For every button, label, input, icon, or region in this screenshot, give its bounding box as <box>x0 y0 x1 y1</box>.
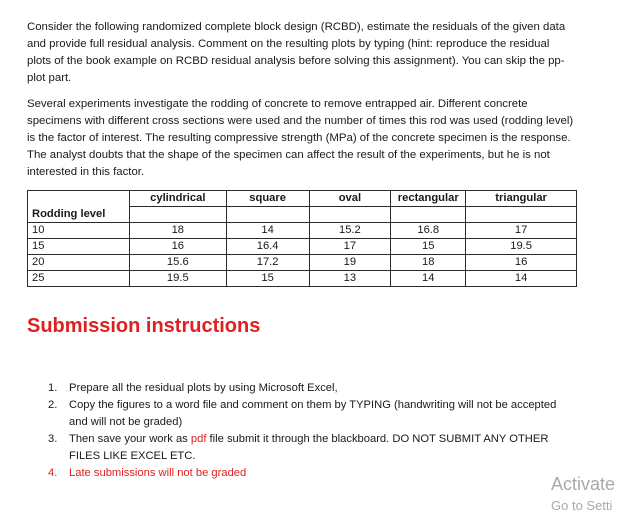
row-header-label: Rodding level <box>28 207 130 223</box>
list-item <box>48 431 578 465</box>
table-row <box>28 255 577 271</box>
submission-heading: Submission instructions <box>27 315 261 337</box>
step-number: 2. <box>48 399 58 411</box>
table-header-row <box>28 191 577 207</box>
rodding-level-cell: 20 <box>28 255 130 271</box>
data-table <box>27 190 577 287</box>
step-number: 1. <box>48 382 58 394</box>
table-row <box>28 271 577 287</box>
column-header: oval <box>309 191 391 207</box>
description-paragraph: Several experiments investigate the rodding of concrete to remove entrapped air. Different concrete specimens with different cross sections were used and the number of times this rod was used (rodding level) is the factor of interest. The resulting compressive strength (MPa) of the concrete specimen is the response. The analyst doubts that the shape of the specimen can affect the result of the experiments, but he is not interested in this factor. <box>27 98 574 178</box>
rodding-level-cell: 15 <box>28 239 130 255</box>
table-cell: 17 <box>309 239 391 255</box>
table-cell: 19.5 <box>466 239 577 255</box>
step-text: Copy the figures to a word file and comment on them by TYPING (handwriting will not be accepted and will not be graded) <box>69 399 557 428</box>
column-header: triangular <box>466 191 577 207</box>
list-item <box>48 397 578 431</box>
table-cell: 18 <box>129 223 226 239</box>
table-cell: 16.4 <box>226 239 309 255</box>
step-text: Prepare all the residual plots by using Microsoft Excel, <box>69 382 338 394</box>
list-item <box>48 465 578 482</box>
step-text-after: file submit it through the blackboard. DO NOT SUBMIT ANY OTHER FILES LIKE EXCEL ETC. <box>69 433 549 462</box>
activate-watermark[interactable]: Activate <box>551 474 616 494</box>
step-number: 3. <box>48 433 58 445</box>
table-cell: 15.6 <box>129 255 226 271</box>
table-cell: 14 <box>391 271 466 287</box>
rodding-level-cell: 25 <box>28 271 130 287</box>
table-row <box>28 223 577 239</box>
table-cell: 15 <box>226 271 309 287</box>
table-cell: 19.5 <box>129 271 226 287</box>
step-number: 4. <box>48 467 58 479</box>
column-header: cylindrical <box>129 191 226 207</box>
step-text-before: Then save your work as <box>69 433 191 445</box>
table-cell: 17 <box>466 223 577 239</box>
submission-steps <box>48 380 578 482</box>
rodding-level-cell: 10 <box>28 223 130 239</box>
table-cell: 17.2 <box>226 255 309 271</box>
table-cell: 19 <box>309 255 391 271</box>
pdf-highlight: pdf <box>190 433 207 445</box>
table-cell: 16.8 <box>391 223 466 239</box>
row-header-row <box>28 207 577 223</box>
table-corner-cell <box>28 191 130 207</box>
step-text: Late submissions will not be graded <box>69 467 247 479</box>
intro-paragraph: Consider the following randomized complete block design (RCBD), estimate the residuals of the given data and provide full residual analysis. Comment on the resulting plots by typing (hint: reproduce the residual plots of the book example on RCBD residual analysis before solving this assignment). You can skip the pp-plot part. <box>27 21 566 84</box>
table-cell: 15.2 <box>309 223 391 239</box>
table-cell: 14 <box>466 271 577 287</box>
table-row <box>28 239 577 255</box>
settings-watermark[interactable]: Go to Setti <box>551 498 613 513</box>
table-cell: 15 <box>391 239 466 255</box>
table-cell: 13 <box>309 271 391 287</box>
table-cell: 16 <box>129 239 226 255</box>
list-item <box>48 380 578 397</box>
table-cell: 14 <box>226 223 309 239</box>
column-header: square <box>226 191 309 207</box>
table-cell: 18 <box>391 255 466 271</box>
table-cell: 16 <box>466 255 577 271</box>
column-header: rectangular <box>391 191 466 207</box>
